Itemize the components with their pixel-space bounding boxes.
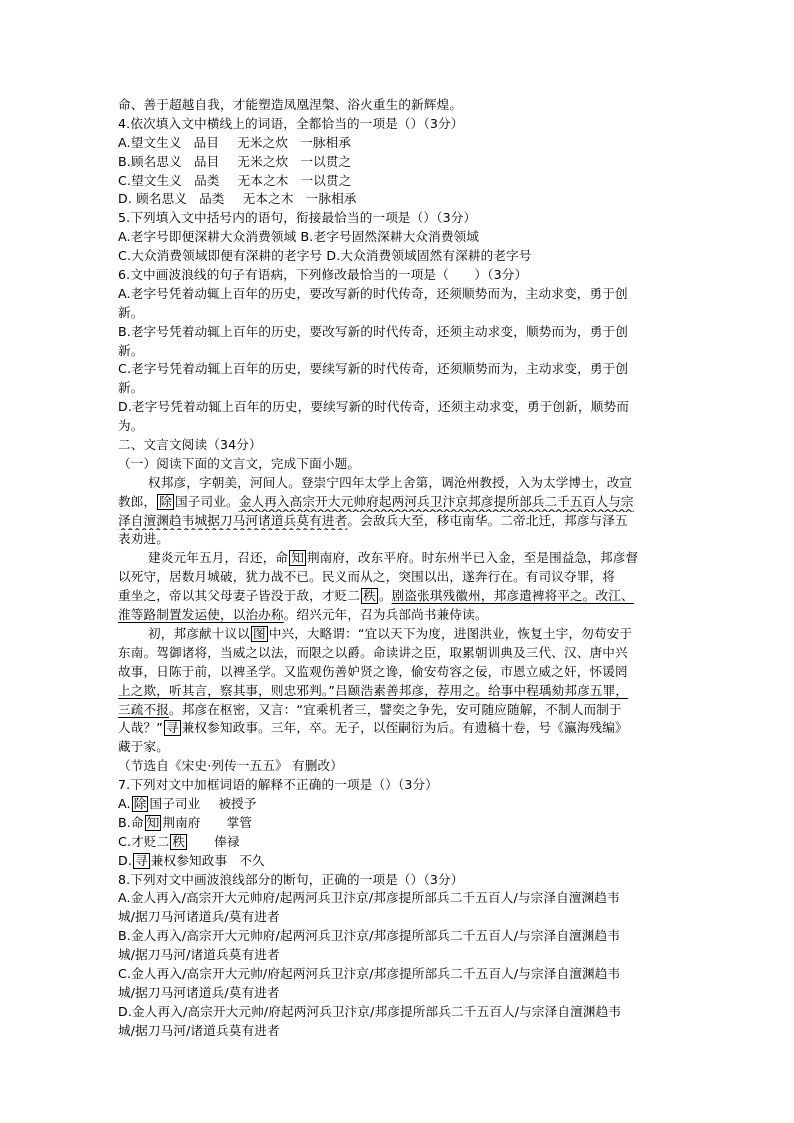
boxed-word: 秩 [172,833,186,849]
q6-option-d: D.老字号凭着动辄上百年的历史，要续写新的时代传奇，还须主动求变，勇于创新，顺势而 [118,399,630,415]
question-8-stem: 8.下列对文中画波浪线部分的断句，正确的一项是（）（3分） [118,871,464,887]
boxed-word: 除 [159,493,172,509]
q5-options-cd: C.大众消费领域即便有深耕的老字号 D.大众消费领域固然有深耕的老字号 [118,248,532,264]
passage-line: 上之欺，听其言，察其事，则忠邪判。”吕颐浩素善邦彦，荐用之。给事中程瑀劾邦彦五罪， [118,682,629,698]
q6-option-b: B.老字号凭着动辄上百年的历史，要改写新的时代传奇，还须主动求变，顺势而为，勇于创 [118,323,628,339]
q7-option-c: C.才贬二 秩 俸禄 [118,833,240,849]
passage-line: 泽自澶渊趋韦城据刀马河诸道兵莫有进者。会敌兵大至，移屯南华。二帝北迁，邦彦与泽五 [118,512,628,528]
question-7-stem: 7.下列对文中加框词语的解释不正确的一项是（）（3分） [118,777,439,793]
q6-option-c-cont: 新。 [118,380,144,396]
q7-option-d: D. 寻 兼权参知政事 不久 [118,852,265,868]
q4-option-d: D. 顾名思义 品类 无本之木 一脉相承 [118,191,357,207]
passage-line: 建炎元年五月，召还，命 知 荆南府，改东平府。时东州半已入金，至是围益急，邦彦督 [148,550,639,566]
q8-option-a: A.金人再入/高宗开大元帅府/起两河兵卫汴京/邦彦提所部兵二千五百人/与宗泽自澶渊趋韦 [118,890,620,906]
boxed-word: 除 [133,795,147,811]
q8-option-d: D.金人再入/高宗开大元帅/府起两河兵卫汴京/邦彦提所部兵二千五百人/与宗泽自澶渊趋韦 [118,1003,622,1019]
q8-option-b: B.金人再入/高宗开大元帅府/起两河兵卫汴京/邦彦提所部兵二千五百人/与宗泽自澶渊趋韦 [118,928,621,944]
passage-line: 初，邦彦献十议以 图 中兴，大略谓：“宜以天下为度，进图洪业，恢复土宇，勿苟安于 [148,625,633,641]
boxed-word: 知 [146,814,160,830]
text: 命、善于超越自我，才能塑造凤凰涅槃、浴火重生的新辉煌。 [118,97,463,112]
passage-source: （节选自《宋史·列传一五五》 有删改） [118,758,343,774]
boxed-word: 秩 [363,588,376,604]
q4-option-c: C.望文生义 品类 无本之木 一以贯之 [118,172,352,188]
document-page [118,96,686,1041]
passage-line: 权邦彦，字朝美，河间人。登崇宁四年太学上舍第，调沧州教授，入为太学博士，改宣 [148,474,633,490]
wavy-underlined-text: 金人再入高宗开大元帅府起两河兵卫汴京邦彦提所部兵二千五百人与宗 [238,493,634,509]
question-6-stem: 6.文中画波浪线的句子有语病，下列修改最恰当的一项是（ ）（3分） [118,267,528,283]
passage-line: 东南。驾御诸将，当威之以法，而限之以爵。命读讲之臣，取累朝训典及三代、汉、唐中兴 [118,644,628,660]
section-heading: 二、文言文阅读（34分） [118,437,262,453]
q7-option-b: B.命 知 荆南府 掌管 [118,814,253,830]
q5-options-ab: A.老字号即便深耕大众消费领域 B.老字号固然深耕大众消费领域 [118,229,480,245]
q8-option-c-cont: 城/据刀马河诸道兵/莫有进者 [118,984,280,1000]
q6-option-a: A.老字号凭着动辄上百年的历史，要改写新的时代传奇，还须顺势而为，主动求变，勇于创 [118,285,628,301]
underlined-sentence: 剧盗张琪残徽州，邦彦遣裨将平之。改江、 [391,588,634,604]
q6-option-c: C.老字号凭着动辄上百年的历史，要续写新的时代传奇，还须顺势而为，主动求变，勇于创 [118,361,629,377]
q6-option-d-cont: 为。 [118,418,144,434]
question-4-stem [118,115,686,134]
q7-option-a: A. 除 国子司业 被授予 [118,795,257,811]
q8-option-c: C.金人再入/高宗开大元帅/府起两河兵卫汴京/邦彦提所部兵二千五百人/与宗泽自澶渊趋韦 [118,965,621,981]
text: 4.依次填入文中横线上的词语，全都恰当的一项是（）（3分） [118,115,464,131]
passage-line: 淮等路制置发运使，以治办称。绍兴元年，召为兵部尚书兼侍读。 [118,607,488,623]
boxed-word: 寻 [165,720,179,736]
passage-line: 藏于家。 [118,739,169,755]
boxed-word: 图 [252,625,266,641]
passage-line: 表劝进。 [118,531,169,547]
q4-option-b: B.顾名思义 品目 无米之炊 一以贯之 [118,153,352,169]
passage-line: 重坐之，帝以其父母妻子皆没于敌，才贬二 秩 。剧盗张琪残徽州，邦彦遣裨将平之。改江、 [118,588,634,604]
q8-option-b-cont: 城/据刀马河/诸道兵莫有进者 [118,947,280,963]
boxed-word: 知 [291,550,304,566]
q8-option-d-cont: 城/据刀马河/诸道兵莫有进者 [118,1022,280,1038]
passage-line: 以死守，居数月城破，犹力战不已。民义而从之，突围以出，遂奔行在。有司议夺罪，将 [118,569,616,585]
q8-option-a-cont: 城/据刀马河诸道兵/莫有进者 [118,909,280,925]
question-5-stem: 5.下列填入文中括号内的语句，衔接最恰当的一项是（）（3分） [118,210,477,226]
subsection-heading: （一）阅读下面的文言文，完成下面小题。 [118,455,361,471]
q6-option-b-cont: 新。 [118,342,144,358]
boxed-word: 寻 [135,852,148,868]
q4-option-a: A.望文生义 品目 无米之炊 一脉相承 [118,134,352,150]
passage-line: 教郎， 除 国子司业。金人再入高宗开大元帅府起两河兵卫汴京邦彦提所部兵二千五百人与宗 [118,493,634,509]
q6-option-a-cont: 新。 [118,304,144,320]
paragraph-line [118,96,686,115]
passage-line: 人哉？” 寻 兼权参知政事。三年，卒。无子，以侄嗣衍为后。有遗稿十卷，号《瀛海残编》 [118,720,628,736]
passage-line: 故事，日陈于前，以裨圣学。又监观伤善妒贤之谗，偷安苟容之佞，市恩立威之奸，怀谖罔 [118,663,628,679]
passage-line: 三疏不报。邦彦在枢密，又言：“宜乘机者三，譬奕之争先，安可随应随解，不制人而制于 [118,701,622,717]
